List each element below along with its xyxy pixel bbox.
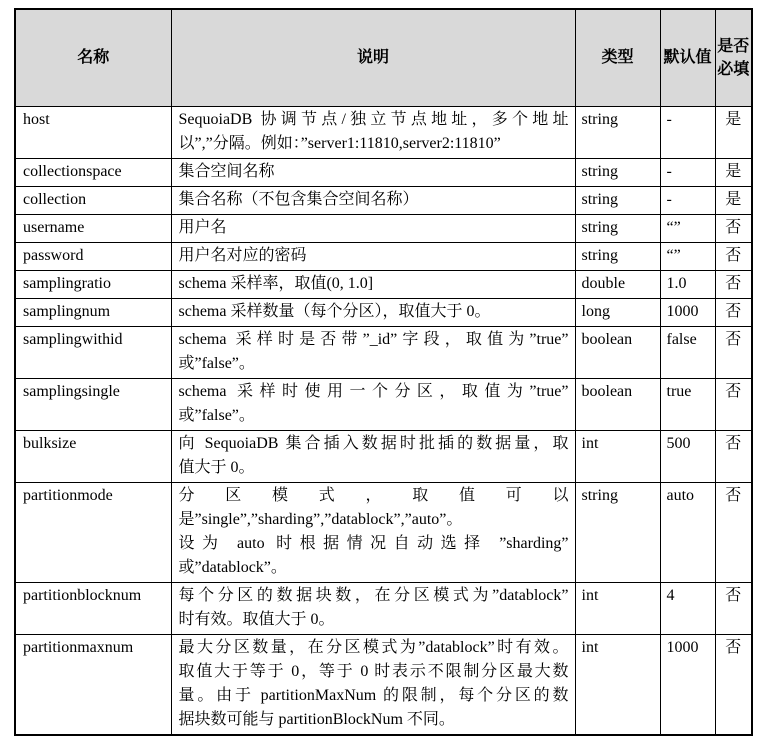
param-name-cell: collectionspace	[15, 158, 171, 186]
param-name-cell: partitionmaxnum	[15, 634, 171, 735]
description-paragraph	[179, 432, 569, 480]
header-type: 类型	[575, 9, 660, 106]
required-cell: 是	[715, 186, 752, 214]
table-row	[15, 582, 752, 634]
description-cell	[171, 270, 575, 298]
table-row	[15, 298, 752, 326]
default-value-cell: 1.0	[660, 270, 715, 298]
description-line: 用户名对应的密码	[178, 246, 307, 264]
description-line: schema 采样时是否带”_id”字段，取值为”true”	[178, 330, 569, 348]
description-line: 量。由于 partitionMaxNum 的限制，每个分区的数	[178, 686, 569, 704]
header-default-value: 默认值	[660, 9, 715, 106]
description-paragraph	[179, 300, 569, 324]
description-cell	[171, 582, 575, 634]
table-row	[15, 158, 752, 186]
param-name-cell: host	[15, 106, 171, 158]
table-row	[15, 214, 752, 242]
description-paragraph	[179, 272, 569, 296]
description-paragraph	[179, 484, 569, 532]
header-required: 是否必填	[715, 9, 752, 106]
description-paragraph	[179, 160, 569, 184]
default-value-cell: -	[660, 158, 715, 186]
type-cell: string	[575, 186, 660, 214]
table-header	[15, 9, 752, 106]
required-cell: 否	[715, 298, 752, 326]
description-line: 或”false”。	[178, 354, 255, 372]
type-cell: int	[575, 634, 660, 735]
type-cell: boolean	[575, 378, 660, 430]
header-description: 说明	[171, 9, 575, 106]
param-name-cell: samplingsingle	[15, 378, 171, 430]
type-cell: string	[575, 482, 660, 582]
required-cell: 是	[715, 106, 752, 158]
header-name: 名称	[15, 9, 171, 106]
description-line: schema 采样时使用一个分区，取值为”true”	[178, 382, 569, 400]
description-line: 设为 auto 时根据情况自动选择 ”sharding”	[178, 534, 569, 552]
type-cell: string	[575, 242, 660, 270]
table-body	[15, 106, 752, 735]
description-cell	[171, 634, 575, 735]
required-cell: 否	[715, 430, 752, 482]
description-line: 分区模式，取值可以	[178, 486, 569, 504]
default-value-cell: 4	[660, 582, 715, 634]
description-paragraph	[179, 216, 569, 240]
table-row	[15, 270, 752, 298]
description-cell	[171, 214, 575, 242]
table-row	[15, 482, 752, 582]
default-value-cell: “”	[660, 242, 715, 270]
description-cell	[171, 106, 575, 158]
default-value-cell: 1000	[660, 298, 715, 326]
param-name-cell: partitionmode	[15, 482, 171, 582]
description-line: schema 采样数量（每个分区），取值大于 0。	[178, 302, 491, 320]
parameter-table	[14, 8, 753, 736]
description-paragraph	[179, 188, 569, 212]
description-paragraph	[179, 532, 569, 580]
description-paragraph	[179, 108, 569, 156]
table-row	[15, 242, 752, 270]
description-line: 据块数可能与 partitionBlockNum 不同。	[178, 710, 455, 728]
description-cell	[171, 242, 575, 270]
description-paragraph	[179, 244, 569, 268]
description-cell	[171, 430, 575, 482]
required-cell: 是	[715, 158, 752, 186]
required-cell: 否	[715, 482, 752, 582]
default-value-cell: 1000	[660, 634, 715, 735]
description-cell	[171, 158, 575, 186]
required-cell: 否	[715, 270, 752, 298]
description-cell	[171, 482, 575, 582]
required-cell: 否	[715, 582, 752, 634]
type-cell: string	[575, 158, 660, 186]
param-name-cell: bulksize	[15, 430, 171, 482]
type-cell: long	[575, 298, 660, 326]
table-row	[15, 634, 752, 735]
default-value-cell: false	[660, 326, 715, 378]
type-cell: string	[575, 214, 660, 242]
default-value-cell: “”	[660, 214, 715, 242]
description-line: 集合名称（不包含集合空间名称）	[178, 190, 419, 208]
description-line: 或”datablock”。	[178, 558, 287, 576]
description-cell	[171, 378, 575, 430]
description-line: schema 采样率，取值(0, 1.0]	[178, 274, 374, 292]
type-cell: boolean	[575, 326, 660, 378]
param-name-cell: collection	[15, 186, 171, 214]
default-value-cell: auto	[660, 482, 715, 582]
description-paragraph	[179, 380, 569, 428]
description-line: 以”,”分隔。例如：”server1:11810,server2:11810”	[178, 134, 501, 152]
table-row	[15, 106, 752, 158]
param-name-cell: partitionblocknum	[15, 582, 171, 634]
description-cell	[171, 298, 575, 326]
param-name-cell: samplingratio	[15, 270, 171, 298]
type-cell: string	[575, 106, 660, 158]
description-paragraph	[179, 636, 569, 732]
required-cell: 否	[715, 242, 752, 270]
description-line: 集合空间名称	[178, 162, 275, 180]
description-line: 每个分区的数据块数，在分区模式为”datablock”	[178, 586, 569, 604]
type-cell: int	[575, 582, 660, 634]
param-name-cell: samplingnum	[15, 298, 171, 326]
description-cell	[171, 186, 575, 214]
param-name-cell: samplingwithid	[15, 326, 171, 378]
default-value-cell: -	[660, 186, 715, 214]
description-paragraph	[179, 328, 569, 376]
table-row	[15, 326, 752, 378]
required-cell: 否	[715, 634, 752, 735]
default-value-cell: true	[660, 378, 715, 430]
description-line: 是”single”,”sharding”,”datablock”,”auto”。	[178, 510, 463, 528]
required-cell: 否	[715, 326, 752, 378]
description-line: 向 SequoiaDB 集合插入数据时批插的数据量，取	[178, 434, 569, 452]
description-line: 最大分区数量，在分区模式为”datablock”时有效。	[178, 638, 569, 656]
description-line: 值大于 0。	[178, 458, 255, 476]
description-line: 取值大于等于 0，等于 0 时表示不限制分区最大数	[178, 662, 569, 680]
default-value-cell: -	[660, 106, 715, 158]
param-name-cell: username	[15, 214, 171, 242]
table-row	[15, 430, 752, 482]
header-row	[15, 9, 752, 106]
description-line: 用户名	[178, 218, 227, 236]
table-row	[15, 186, 752, 214]
param-name-cell: password	[15, 242, 171, 270]
default-value-cell: 500	[660, 430, 715, 482]
table-row	[15, 378, 752, 430]
description-line: SequoiaDB 协调节点/独立节点地址，多个地址	[178, 110, 569, 128]
required-cell: 否	[715, 214, 752, 242]
description-line: 或”false”。	[178, 406, 255, 424]
type-cell: double	[575, 270, 660, 298]
description-paragraph	[179, 584, 569, 632]
type-cell: int	[575, 430, 660, 482]
required-cell: 否	[715, 378, 752, 430]
description-line: 时有效。取值大于 0。	[178, 610, 335, 628]
description-cell	[171, 326, 575, 378]
